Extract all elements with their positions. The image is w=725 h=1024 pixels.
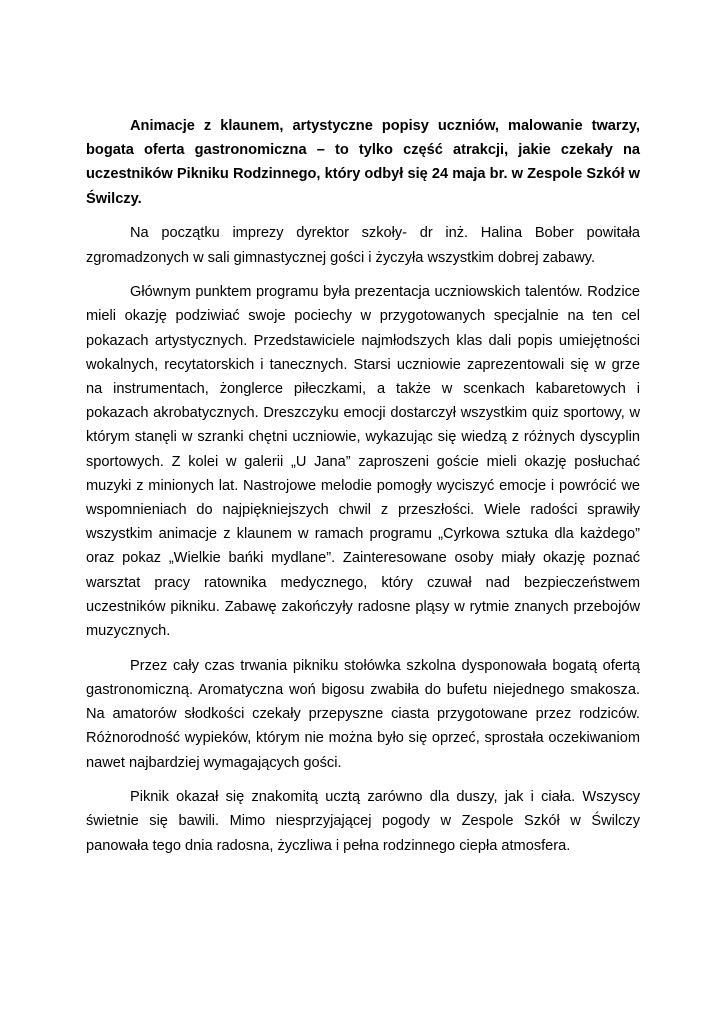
document-page bbox=[86, 114, 640, 868]
paragraph-summary: Piknik okazał się znakomitą ucztą zarówno dla duszy, jak i ciała. Wszyscy świetnie się bawili. Mimo niesprzyjającej pogody w Zespole Szkół w Świlczy panowała tego dnia radosna, życzliwa i pełna rodzinnego ciepła atmosfera. bbox=[86, 789, 640, 854]
paragraph-welcome: Na początku imprezy dyrektor szkoły- dr inż. Halina Bober powitała zgromadzonych w sali gimnastycznej gości i życzyła wszystkim dobrej zabawy. bbox=[86, 225, 640, 266]
paragraph-gastronomy: Przez cały czas trwania pikniku stołówka szkolna dysponowała bogatą ofertą gastronomiczną. Aromatyczna woń bigosu zwabiła do bufetu niejednego smakosza. Na amatorów słodkości czekały przepyszne ciasta przygotowane przez rodziców. Różnorodność wypieków, którym nie można było się oprzeć, sprostała oczekiwaniom nawet najbardziej wymagających gości. bbox=[86, 657, 640, 771]
lead-paragraph: Animacje z klaunem, artystyczne popisy uczniów, malowanie twarzy, bogata oferta gastronomiczna – to tylko część atrakcji, jakie czekały na uczestników Pikniku Rodzinnego, który odbył się 24 maja br. w Zespole Szkół w Świlczy. bbox=[86, 118, 640, 207]
paragraph-program: Głównym punktem programu była prezentacja uczniowskich talentów. Rodzice mieli okazję podziwiać swoje pociechy w przygotowanych specjalnie na ten cel pokazach artystycznych. Przedstawiciele najmłodszych klas dali popis umiejętności wokalnych, recytatorskich i tanecznych. Starsi uczniowie zaprezentowali się w grze na instrumentach, żonglerce piłeczkami, a także w scenkach kabaretowych i pokazach akrobatycznych. Dreszczyku emocji dostarczył wszystkim quiz sportowy, w którym stanęli w szranki chętni uczniowie, wykazując się wiedzą z różnych dyscyplin sportowych. Z kolei w galerii „U Jana” zaproszeni goście mieli okazję posłuchać muzyki z minionych lat. Nastrojowe melodie pomogły wyciszyć emocje i powrócić we wspomnieniach do najpiękniejszych chwil z przeszłości. Wiele radości sprawiły wszystkim animacje z klaunem w ramach programu „Cyrkowa sztuka dla każdego” oraz pokaz „Wielkie bańki mydlane”. Zainteresowane osoby miały okazję poznać warsztat pracy ratownika medycznego, który czuwał nad bezpieczeństwem uczestników pikniku. Zabawę zakończyły radosne pląsy w rytmie znanych przebojów muzycznych. bbox=[86, 284, 640, 640]
